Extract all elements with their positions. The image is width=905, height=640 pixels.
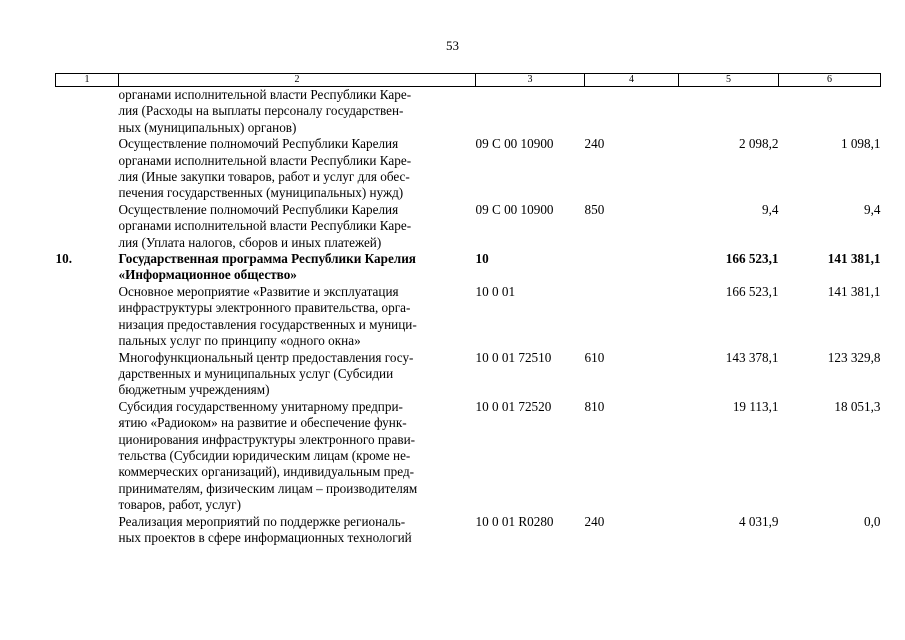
amount-year2-cell: 1 098,1 [840, 136, 881, 152]
row-name-line: Осуществление полномочий Республики Карелия [118, 201, 399, 217]
target-code-cell: 09 С 00 10900 [475, 136, 554, 152]
row-name-line: бюджетным учреждениям) [118, 382, 270, 398]
row-name-line: принимателям, физическим лицам – производителям [118, 480, 418, 496]
row-name-line: Многофункциональный центр предоставления госу- [118, 349, 414, 365]
table-row [56, 202, 881, 251]
row-name-line: товаров, работ, услуг) [118, 497, 241, 513]
table-row [56, 251, 881, 284]
amount-year2-cell: 141 381,1 [827, 251, 881, 267]
row-name-cell [119, 350, 476, 399]
row-name-cell [119, 136, 476, 202]
row-name-line: низация предоставления государственных и муници- [118, 316, 417, 332]
row-name-line: пальных услуг по принципу «одного окна» [118, 333, 361, 349]
page-number: 53 [446, 38, 459, 53]
amount-year1-cell: 166 523,1 [725, 283, 779, 299]
row-name-line: печения государственных (муниципальных) нужд) [118, 185, 404, 201]
amount-year1-cell: 166 523,1 [725, 251, 779, 267]
row-name-cell [119, 251, 476, 284]
row-name-line: «Информационное общество» [118, 267, 297, 283]
row-number-cell [56, 350, 119, 399]
row-number-cell [56, 284, 119, 350]
column-header-1: 1 [56, 74, 119, 87]
amount-year1-cell: 9,4 [762, 201, 779, 217]
table-row [56, 284, 881, 350]
expense-type-cell: 810 [584, 398, 605, 414]
row-name-line: инфраструктуры электронного правительства, орга- [118, 300, 411, 316]
row-name-line: ятию «Радиоком» на развитие и обеспечение функ- [118, 415, 407, 431]
row-name-line: органами исполнительной власти Республики Каре- [118, 218, 412, 234]
table-row [56, 87, 881, 137]
row-name-line: Реализация мероприятий по поддержке региональ- [118, 513, 406, 529]
row-name-cell [119, 399, 476, 514]
column-header-4: 4 [585, 74, 679, 87]
expense-type-cell: 610 [584, 349, 605, 365]
amount-year1-cell: 4 031,9 [738, 513, 779, 529]
column-number-header-row [56, 74, 881, 87]
row-name-line: коммерческих организаций), индивидуальным пред- [118, 464, 415, 480]
row-number-cell [56, 136, 119, 202]
table-body [56, 87, 881, 547]
target-code-cell: 10 0 01 72510 [475, 349, 552, 365]
target-code-cell [476, 87, 585, 137]
expense-type-cell: 850 [584, 201, 605, 217]
row-number-cell: 10. [55, 251, 72, 267]
row-name-line: лия (Уплата налогов, сборов и иных платежей) [118, 234, 382, 250]
amount-year2-cell: 141 381,1 [827, 283, 881, 299]
column-header-3: 3 [476, 74, 585, 87]
row-name-cell [119, 202, 476, 251]
row-name-line: Осуществление полномочий Республики Карелия [118, 136, 399, 152]
row-name-line: Субсидия государственному унитарному предпри- [118, 398, 403, 414]
row-name-line: ных проектов в сфере информационных технологий [118, 529, 412, 545]
row-name-line: Основное мероприятие «Развитие и эксплуатация [118, 283, 399, 299]
table-row [56, 136, 881, 202]
table-row [56, 514, 881, 547]
amount-year2-cell: 18 051,3 [834, 398, 881, 414]
row-number-cell [56, 399, 119, 514]
amount-year2-cell: 9,4 [864, 201, 881, 217]
row-name-cell [119, 87, 476, 137]
row-name-line: лия (Иные закупки товаров, работ и услуг для обес- [118, 169, 410, 185]
row-name-line: тельства (Субсидии юридическим лицам (кроме не- [118, 447, 411, 463]
row-name-line: органами исполнительной власти Республики Каре- [118, 87, 412, 102]
amount-year1-cell [679, 87, 779, 137]
expense-type-cell [585, 87, 679, 137]
row-name-line: лия (Расходы на выплаты персоналу государствен- [118, 103, 404, 119]
table-row [56, 399, 881, 514]
amount-year1-cell: 19 113,1 [732, 398, 779, 414]
row-name-line: органами исполнительной власти Республики Каре- [118, 152, 412, 168]
amount-year1-cell: 2 098,2 [738, 136, 779, 152]
expense-type-cell [585, 284, 679, 350]
row-name-cell [119, 514, 476, 547]
amount-year1-cell: 143 378,1 [725, 349, 779, 365]
target-code-cell: 10 0 01 72520 [475, 398, 552, 414]
expense-type-cell [585, 251, 679, 284]
budget-table [55, 73, 881, 546]
row-name-line: Государственная программа Республики Карелия [118, 251, 416, 267]
row-name-line: дарственных и муниципальных услуг (Субсидии [118, 365, 394, 381]
column-header-5: 5 [679, 74, 779, 87]
column-header-6: 6 [779, 74, 881, 87]
expense-type-cell: 240 [584, 136, 605, 152]
row-name-line: ционирования инфраструктуры электронного прави- [118, 431, 416, 447]
row-number-cell [56, 87, 119, 137]
amount-year2-cell: 123 329,8 [827, 349, 881, 365]
row-name-cell [119, 284, 476, 350]
row-number-cell [56, 202, 119, 251]
amount-year2-cell [779, 87, 881, 137]
table-row [56, 350, 881, 399]
row-name-line: ных (муниципальных) органов) [118, 119, 297, 135]
column-header-2: 2 [119, 74, 476, 87]
target-code-cell: 10 [475, 251, 489, 267]
amount-year2-cell: 0,0 [864, 513, 881, 529]
target-code-cell: 10 0 01 [475, 283, 516, 299]
target-code-cell: 09 С 00 10900 [475, 201, 554, 217]
row-number-cell [56, 514, 119, 547]
target-code-cell: 10 0 01 R0280 [475, 513, 554, 529]
expense-type-cell: 240 [584, 513, 605, 529]
